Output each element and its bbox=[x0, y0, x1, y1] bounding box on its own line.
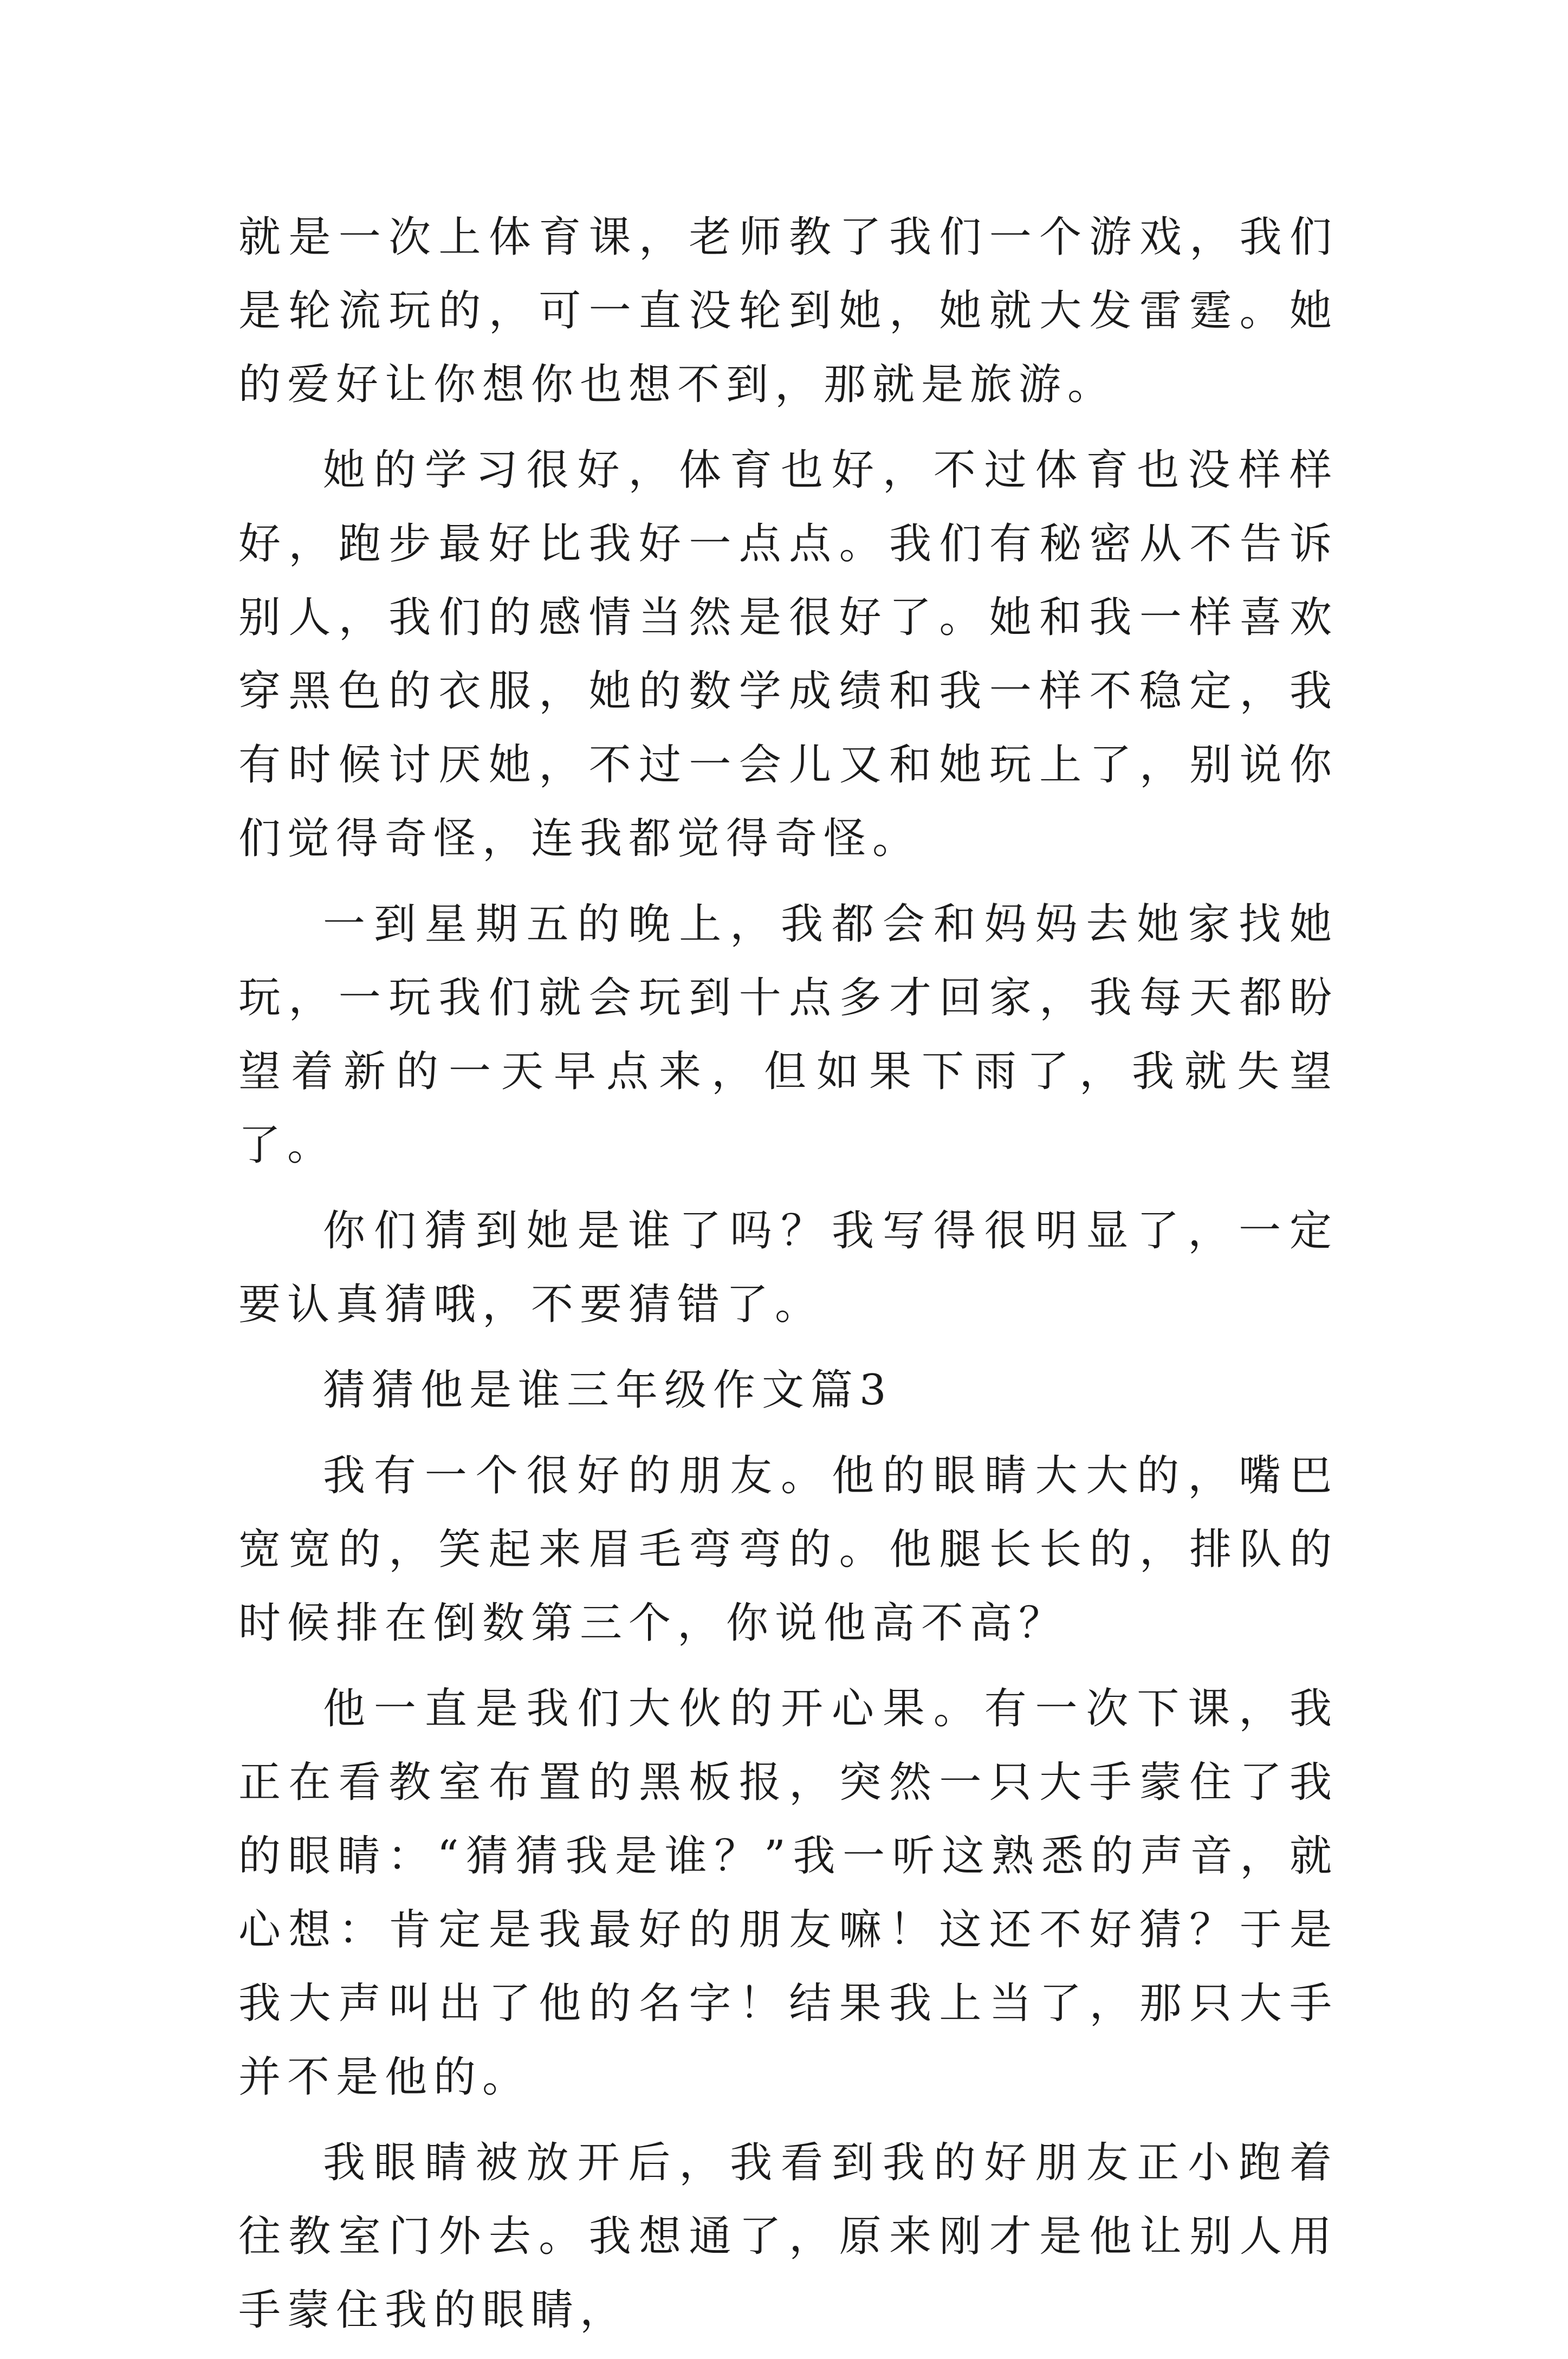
paragraph: 你们猜到她是谁了吗？我写得很明显了，一定要认真猜哦，不要猜错了。 bbox=[238, 1207, 1338, 1329]
paragraph: 就是一次上体育课，老师教了我们一个游戏，我们是轮流玩的，可一直没轮到她，她就大发雷霆。她的爱好让你想你也想不到，那就是旅游。 bbox=[238, 213, 1338, 409]
paragraph: 我有一个很好的朋友。他的眼睛大大的，嘴巴宽宽的，笑起来眉毛弯弯的。他腿长长的，排队的时候排在倒数第三个，你说他高不高？ bbox=[238, 1451, 1338, 1648]
document-body bbox=[238, 200, 1338, 2359]
paragraph: 她的学习很好，体育也好，不过体育也没样样好，跑步最好比我好一点点。我们有秘密从不告诉别人，我们的感情当然是很好了。她和我一样喜欢穿黑色的衣服，她的数学成绩和我一样不稳定，我有时候讨厌她，不过一会儿又和她玩上了，别说你们觉得奇怪，连我都觉得奇怪。 bbox=[238, 446, 1338, 863]
paragraph: 一到星期五的晚上，我都会和妈妈去她家找她玩，一玩我们就会玩到十点多才回家，我每天都盼望着新的一天早点来，但如果下雨了，我就失望了。 bbox=[238, 900, 1338, 1170]
paragraph: 我眼睛被放开后，我看到我的好朋友正小跑着往教室门外去。我想通了，原来刚才是他让别人用手蒙住我的眼睛， bbox=[238, 2138, 1338, 2335]
section-heading: 猜猜他是谁三年级作文篇3 bbox=[323, 1366, 893, 1415]
paragraph: 他一直是我们大伙的开心果。有一次下课，我正在看教室布置的黑板报，突然一只大手蒙住了我的眼睛：“猜猜我是谁？”我一听这熟悉的声音，就心想：肯定是我最好的朋友嘛！这还不好猜？于是我大声叫出了他的名字！结果我上当了，那只大手并不是他的。 bbox=[238, 1684, 1338, 2102]
